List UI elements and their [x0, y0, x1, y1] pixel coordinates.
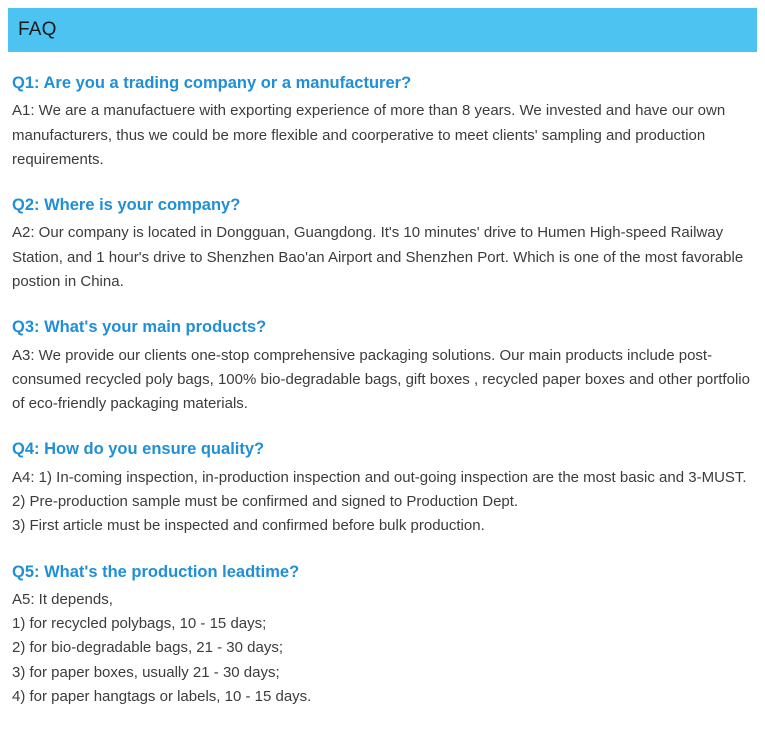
- faq-item: [12, 316, 751, 416]
- faq-item: [12, 194, 751, 294]
- faq-question: Q1: Are you a trading company or a manufacturer?: [12, 74, 412, 92]
- faq-answer: [12, 588, 751, 709]
- faq-question: Q5: What's the production leadtime?: [12, 562, 300, 581]
- faq-answer-line: 2) Pre-production sample must be confirmed and signed to Production Dept.: [12, 493, 519, 511]
- faq-answer-line: 2) for bio-degradable bags, 21 - 30 days;: [12, 639, 284, 657]
- faq-item: [12, 438, 751, 538]
- faq-answer: [12, 344, 751, 417]
- faq-answer-line: 1) for recycled polybags, 10 - 15 days;: [12, 615, 267, 633]
- faq-header-banner: [8, 8, 757, 52]
- faq-answer-line: A3: We provide our clients one-stop comprehensive packaging solutions. Our main products include post-consumed recycled poly bags, 100% bio-degradable bags, gift boxes , recycled paper boxes and other portfolio of eco-friendly packaging materials.: [12, 346, 750, 413]
- faq-item: [12, 561, 751, 710]
- faq-list: [0, 72, 765, 709]
- faq-item: [12, 72, 751, 172]
- faq-answer-line: A4: 1) In-coming inspection, in-production inspection and out-going inspection are the most basic and 3-MUST.: [12, 468, 747, 486]
- faq-answer: [12, 466, 751, 539]
- faq-answer-line: 3) for paper boxes, usually 21 - 30 days;: [12, 663, 280, 681]
- faq-question: Q4: How do you ensure quality?: [12, 440, 265, 459]
- faq-question: Q3: What's your main products?: [12, 318, 267, 337]
- faq-question: Q2: Where is your company?: [12, 196, 241, 215]
- faq-answer-line: A1: We are a manufactuere with exporting experience of more than 8 years. We invested and have our own manufacturers, thus we could be more flexible and coorperative to meet clients' sampling and production requirements.: [12, 102, 726, 168]
- faq-page: [0, 8, 765, 756]
- page-title: FAQ: [18, 19, 57, 40]
- faq-answer-line: 4) for paper hangtags or labels, 10 - 15 days.: [12, 688, 312, 706]
- faq-answer: [12, 221, 751, 294]
- faq-answer-line: 3) First article must be inspected and confirmed before bulk production.: [12, 517, 485, 535]
- faq-answer-line: A2: Our company is located in Dongguan, Guangdong. It's 10 minutes' drive to Humen High-speed Railway Station, and 1 hour's drive to Shenzhen Bao'an Airport and Shenzhen Port. Which is one of the most favorable postion in China.: [12, 224, 744, 291]
- faq-answer: [12, 99, 751, 172]
- faq-answer-line: A5: It depends,: [12, 590, 113, 608]
